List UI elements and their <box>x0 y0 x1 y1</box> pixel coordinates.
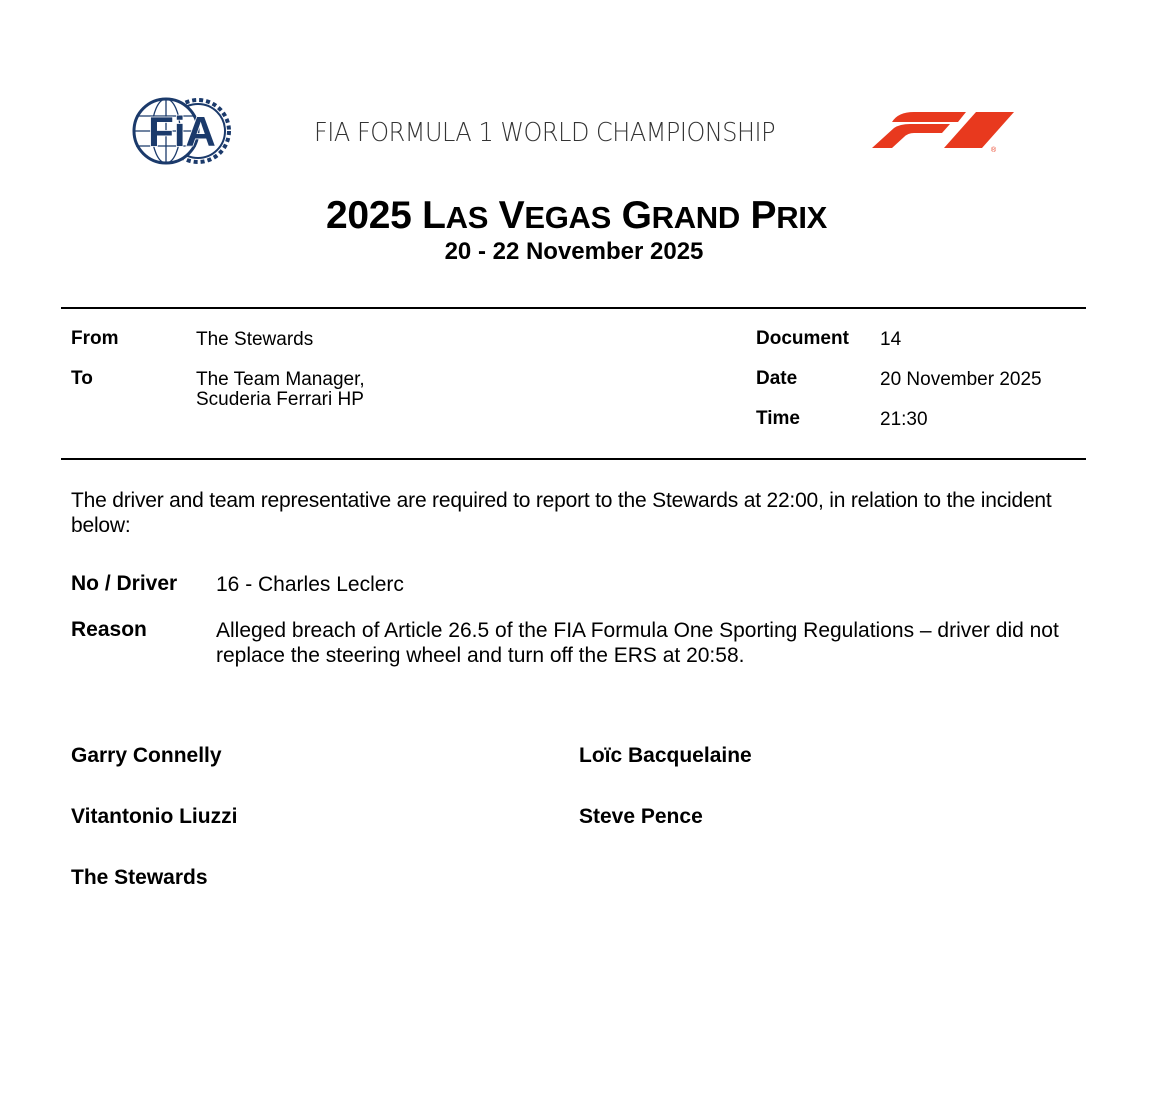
to-value-line2: Scuderia Ferrari HP <box>196 389 364 410</box>
signature-steward-2: Loïc Bacquelaine <box>579 744 752 767</box>
signature-the-stewards: The Stewards <box>71 866 208 889</box>
divider-bottom <box>61 458 1086 460</box>
championship-title: FIA FORMULA 1 WORLD CHAMPIONSHIP <box>314 118 776 148</box>
reason-label: Reason <box>71 618 147 641</box>
signature-steward-1: Garry Connelly <box>71 744 222 767</box>
event-dates: 20 - 22 November 2025 <box>444 238 704 265</box>
svg-text:®: ® <box>991 147 997 152</box>
from-label: From <box>71 328 119 349</box>
driver-value: 16 - Charles Leclerc <box>216 573 404 596</box>
fia-globe-icon <box>132 96 232 166</box>
time-value: 21:30 <box>880 409 928 430</box>
date-label: Date <box>756 368 798 389</box>
divider-top <box>61 307 1086 309</box>
to-label: To <box>71 368 93 389</box>
title-word-las: LAS <box>422 194 489 237</box>
title-year: 2025 <box>325 194 412 237</box>
reason-value: Alleged breach of Article 26.5 of the FIA Formula One Sporting Regulations – driver did not replace the steering wheel and turn off the ERS at 20:58. <box>216 619 1059 667</box>
fia-logo <box>132 96 232 166</box>
svg-text:FiA: FiA <box>148 108 216 155</box>
document-value: 14 <box>880 329 902 350</box>
title-word-grand: GRAND <box>621 194 740 237</box>
f1-logo <box>870 108 1016 152</box>
signature-steward-3: Vitantonio Liuzzi <box>71 805 238 828</box>
date-value: 20 November 2025 <box>880 369 1042 390</box>
summons-text: The driver and team representative are required to report to the Stewards at 22:00, in relation to the incident below: <box>71 489 1052 537</box>
title-word-vegas: VEGAS <box>498 194 612 237</box>
time-label: Time <box>756 408 801 429</box>
f1-icon <box>870 108 1016 152</box>
to-value-line1: The Team Manager, <box>196 369 365 390</box>
title-word-prix: PRIX <box>750 194 828 237</box>
event-title <box>0 194 1153 238</box>
signature-steward-4: Steve Pence <box>579 805 703 828</box>
from-value: The Stewards <box>196 329 314 350</box>
driver-label: No / Driver <box>71 572 178 595</box>
document-label: Document <box>756 328 849 349</box>
